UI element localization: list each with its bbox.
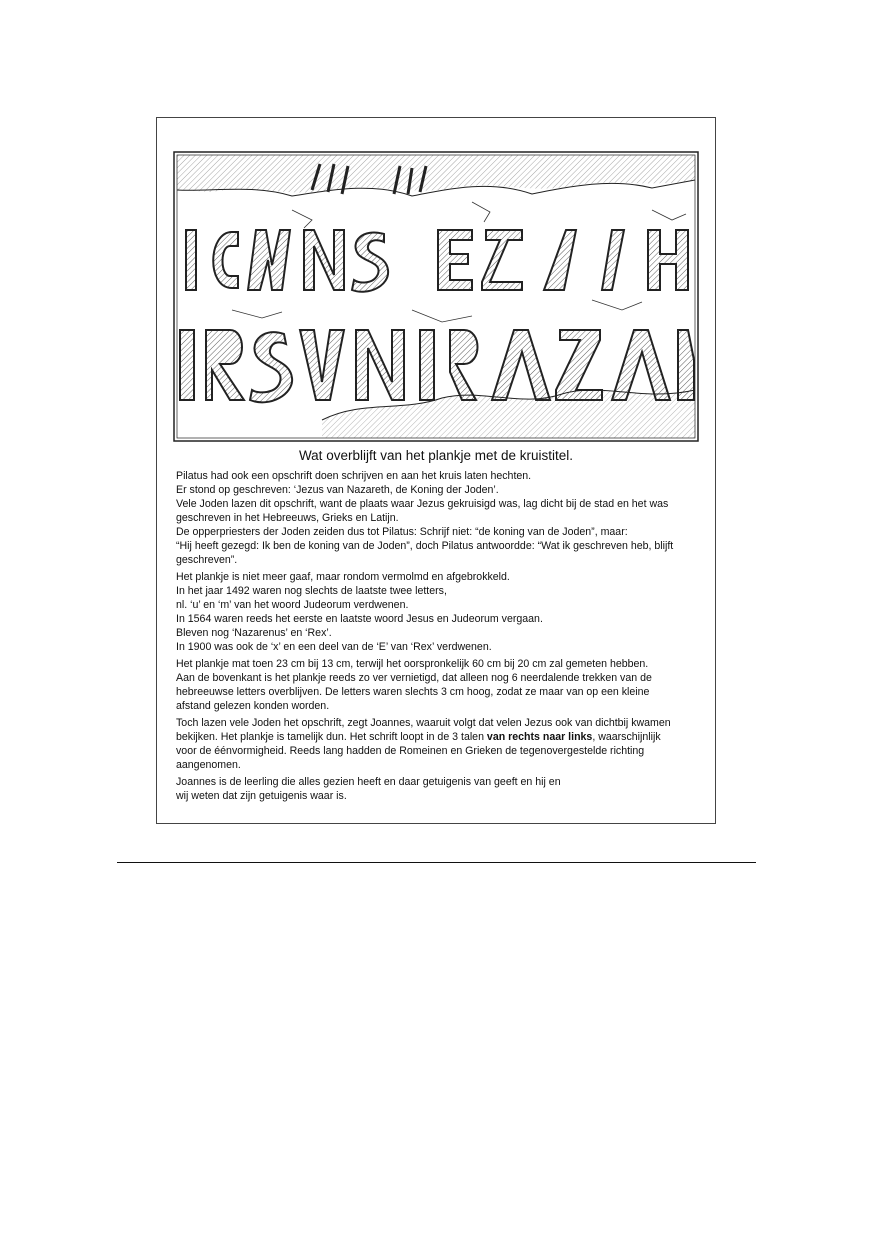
text-line: hebreeuwse letters overblijven. De letters waren slechts 3 cm hoog, zodat ze maar van op een kleine	[176, 686, 650, 698]
paragraph-5	[176, 775, 701, 803]
text-line: Joannes is de leerling die alles gezien heeft en daar getuigenis van geeft en hij en	[176, 776, 561, 788]
paragraph-3	[176, 657, 701, 713]
text-line: voor de éénvormigheid. Reeds lang hadden de Romeinen en Grieken de tegenovergestelde richting	[176, 745, 645, 757]
paragraph-1	[176, 469, 701, 567]
titulus-crucis-drawing	[172, 150, 700, 443]
text-line: wij weten dat zijn getuigenis waar is.	[176, 790, 347, 802]
text-line: Bleven nog ‘Nazarenus’ en ‘Rex’.	[176, 627, 332, 639]
text-line: De opperpriesters der Joden zeiden dus tot Pilatus: Schrijf niet: “de koning van de Joden”, maar:	[176, 526, 628, 538]
text-line: Er stond op geschreven: ‘Jezus van Nazareth, de Koning der Joden’.	[176, 484, 499, 496]
horizontal-rule	[117, 862, 756, 863]
emphasis-text: van rechts naar links	[486, 731, 593, 743]
text-line: Vele Joden lazen dit opschrift, want de plaats waar Jezus gekruisigd was, lag dicht bij de stad en het was	[176, 498, 669, 510]
text-line: In 1564 waren reeds het eerste en laatste woord Jesus en Judeorum vergaan.	[176, 613, 543, 625]
text-line: afstand gelezen konden worden.	[176, 700, 330, 712]
text-line: Het plankje mat toen 23 cm bij 13 cm, terwijl het oorspronkelijk 60 cm bij 20 cm zal gemeten hebben.	[176, 658, 649, 670]
text-line: geschreven”.	[176, 554, 238, 566]
text-line	[176, 730, 701, 744]
text-segment: , waarschijnlijk	[592, 731, 661, 743]
paragraph-4	[176, 716, 701, 772]
text-line: Pilatus had ook een opschrift doen schrijven en aan het kruis laten hechten.	[176, 470, 532, 482]
text-line: Aan de bovenkant is het plankje reeds zo ver vernietigd, dat alleen nog 6 neerdalende trekken van de	[176, 672, 652, 684]
text-line: nl. ‘u’ en ‘m’ van het woord Judeorum verdwenen.	[176, 599, 409, 611]
text-line: Het plankje is niet meer gaaf, maar rondom vermolmd en afgebrokkeld.	[176, 571, 510, 583]
text-line: In 1900 was ook de ‘x’ en een deel van de ‘E’ van ‘Rex’ verdwenen.	[176, 641, 492, 653]
text-line: Toch lazen vele Joden het opschrift, zegt Joannes, waaruit volgt dat velen Jezus ook van dichtbij kwamen	[176, 717, 671, 729]
paragraph-2	[176, 570, 701, 654]
figure-caption: Wat overblijft van het plankje met de kruistitel.	[298, 448, 574, 463]
text-line: In het jaar 1492 waren nog slechts de laatste twee letters,	[176, 585, 447, 597]
article-body	[176, 469, 701, 806]
text-segment: bekijken. Het plankje is tamelijk dun. Het schrift loopt in de 3 talen	[176, 731, 487, 743]
text-line: aangenomen.	[176, 759, 241, 771]
text-line: geschreven in het Hebreeuws, Grieks en Latijn.	[176, 512, 399, 524]
text-line: “Hij heeft gezegd: Ik ben de koning van de Joden”, doch Pilatus antwoordde: “Wat ik geschreven heb, blijft	[176, 540, 674, 552]
